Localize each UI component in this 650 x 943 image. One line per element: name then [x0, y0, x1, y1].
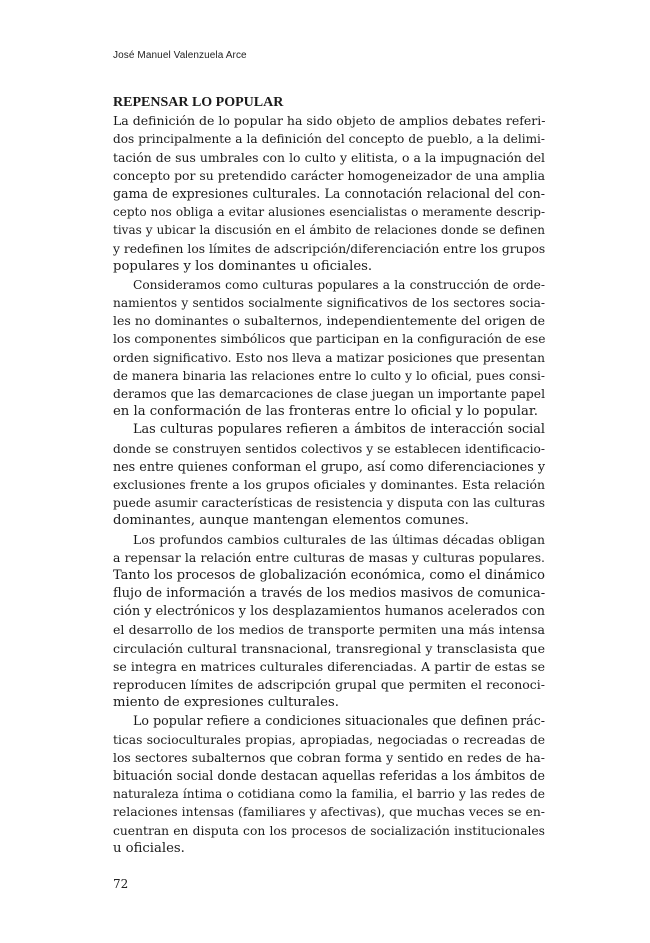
text-line: cuentran en disputa con los procesos de socialización institucionales	[113, 823, 545, 838]
text-line: los componentes simbólicos que participan en la configuración de ese	[113, 332, 546, 347]
text-line: relaciones intensas (familiares y afectivas), que muchas veces se en-	[113, 804, 545, 820]
text-line: en la conformación de las fronteras entre lo oficial y lo popular.	[113, 404, 538, 420]
text-line: Consideramos como culturas populares a la construcción de orde-	[133, 277, 545, 292]
text-line: dominantes, aunque mantengan elementos comunes.	[113, 513, 469, 529]
text-line: nes entre quienes conforman el grupo, así como diferenciaciones y	[113, 458, 545, 474]
text-line: y redefinen los límites de adscripción/diferenciación entre los grupos	[113, 241, 546, 256]
text-line: les no dominantes o subalternos, independientemente del origen de	[113, 313, 545, 329]
text-line: ticas socioculturales propias, apropiadas, negociadas o recreadas de	[113, 732, 545, 747]
text-line: circulación cultural transnacional, transregional y transclasista que	[113, 640, 545, 656]
text-line: donde se construyen sentidos colectivos y se establecen identificacio-	[113, 441, 545, 456]
text-line: concepto por su pretendido carácter homogeneizador de una amplia	[113, 167, 545, 183]
paragraph	[113, 421, 545, 530]
text-line: orden significativo. Esto nos lleva a matizar posiciones que presentan	[113, 350, 545, 365]
paragraph	[113, 112, 545, 276]
text-line: bituación social donde destacan aquellas referidas a los ámbitos de	[113, 767, 545, 783]
paragraph	[113, 276, 545, 422]
text-line: puede asumir características de resistencia y disputa con las culturas	[113, 496, 545, 511]
text-line: tación de sus umbrales con lo culto y elitista, o a la impugnación del	[113, 149, 545, 165]
section-heading: REPENSAR LO POPULAR	[113, 95, 284, 110]
text-line: Lo popular refiere a condiciones situacionales que definen prác-	[133, 713, 545, 729]
text-line: a repensar la relación entre culturas de masas y culturas populares.	[113, 549, 545, 565]
text-line: los sectores subalternos que cobran forma y sentido en redes de ha-	[113, 749, 545, 765]
text-line: miento de expresiones culturales.	[113, 695, 339, 711]
text-line: Las culturas populares refieren a ámbitos de interacción social	[133, 422, 545, 438]
text-line: tivas y ubicar la discusión en el ámbito de relaciones donde se definen	[113, 223, 545, 238]
text-line: u oficiales.	[113, 840, 185, 856]
text-line: se integra en matrices culturales diferenciadas. A partir de estas se	[113, 658, 545, 674]
text-line: flujo de información a través de los medios masivos de comunica-	[113, 586, 546, 602]
running-head: José Manuel Valenzuela Arce	[113, 50, 247, 61]
paragraph	[113, 531, 545, 713]
text-line: naturaleza íntima o cotidiana como la familia, el barrio y las redes de	[113, 787, 545, 802]
text-line: reproducen límites de adscripción grupal que permiten el reconoci-	[113, 677, 545, 693]
text-line: cepto nos obliga a evitar alusiones esencialistas o meramente descrip-	[113, 205, 545, 220]
text-line: Los profundos cambios culturales de las últimas décadas obligan	[133, 531, 545, 547]
text-line: exclusiones frente a los grupos oficiales y dominantes. Esta relación	[113, 476, 545, 492]
text-line: gama de expresiones culturales. La connotación relacional del con-	[113, 185, 545, 201]
body-text	[113, 94, 545, 858]
text-line: deramos que las demarcaciones de clase juegan un importante papel	[113, 387, 545, 402]
text-line: dos principalmente a la definición del concepto de pueblo, a la delimi-	[113, 132, 545, 147]
text-line: el desarrollo de los medios de transporte permiten una más intensa	[113, 622, 545, 638]
text-line: de manera binaria las relaciones entre lo culto y lo oficial, pues consi-	[113, 368, 545, 383]
text-line: namientos y sentidos socialmente significativos de los sectores socia-	[113, 296, 545, 311]
text-line: ción y electrónicos y los desplazamientos humanos acelerados con	[113, 604, 545, 620]
text-line: Tanto los procesos de globalización económica, como el dinámico	[113, 567, 545, 583]
paragraph	[113, 712, 545, 858]
text-line: populares y los dominantes u oficiales.	[113, 258, 373, 274]
text-line: La definición de lo popular ha sido objeto de amplios debates referi-	[113, 113, 546, 129]
page-number: 72	[113, 877, 129, 891]
